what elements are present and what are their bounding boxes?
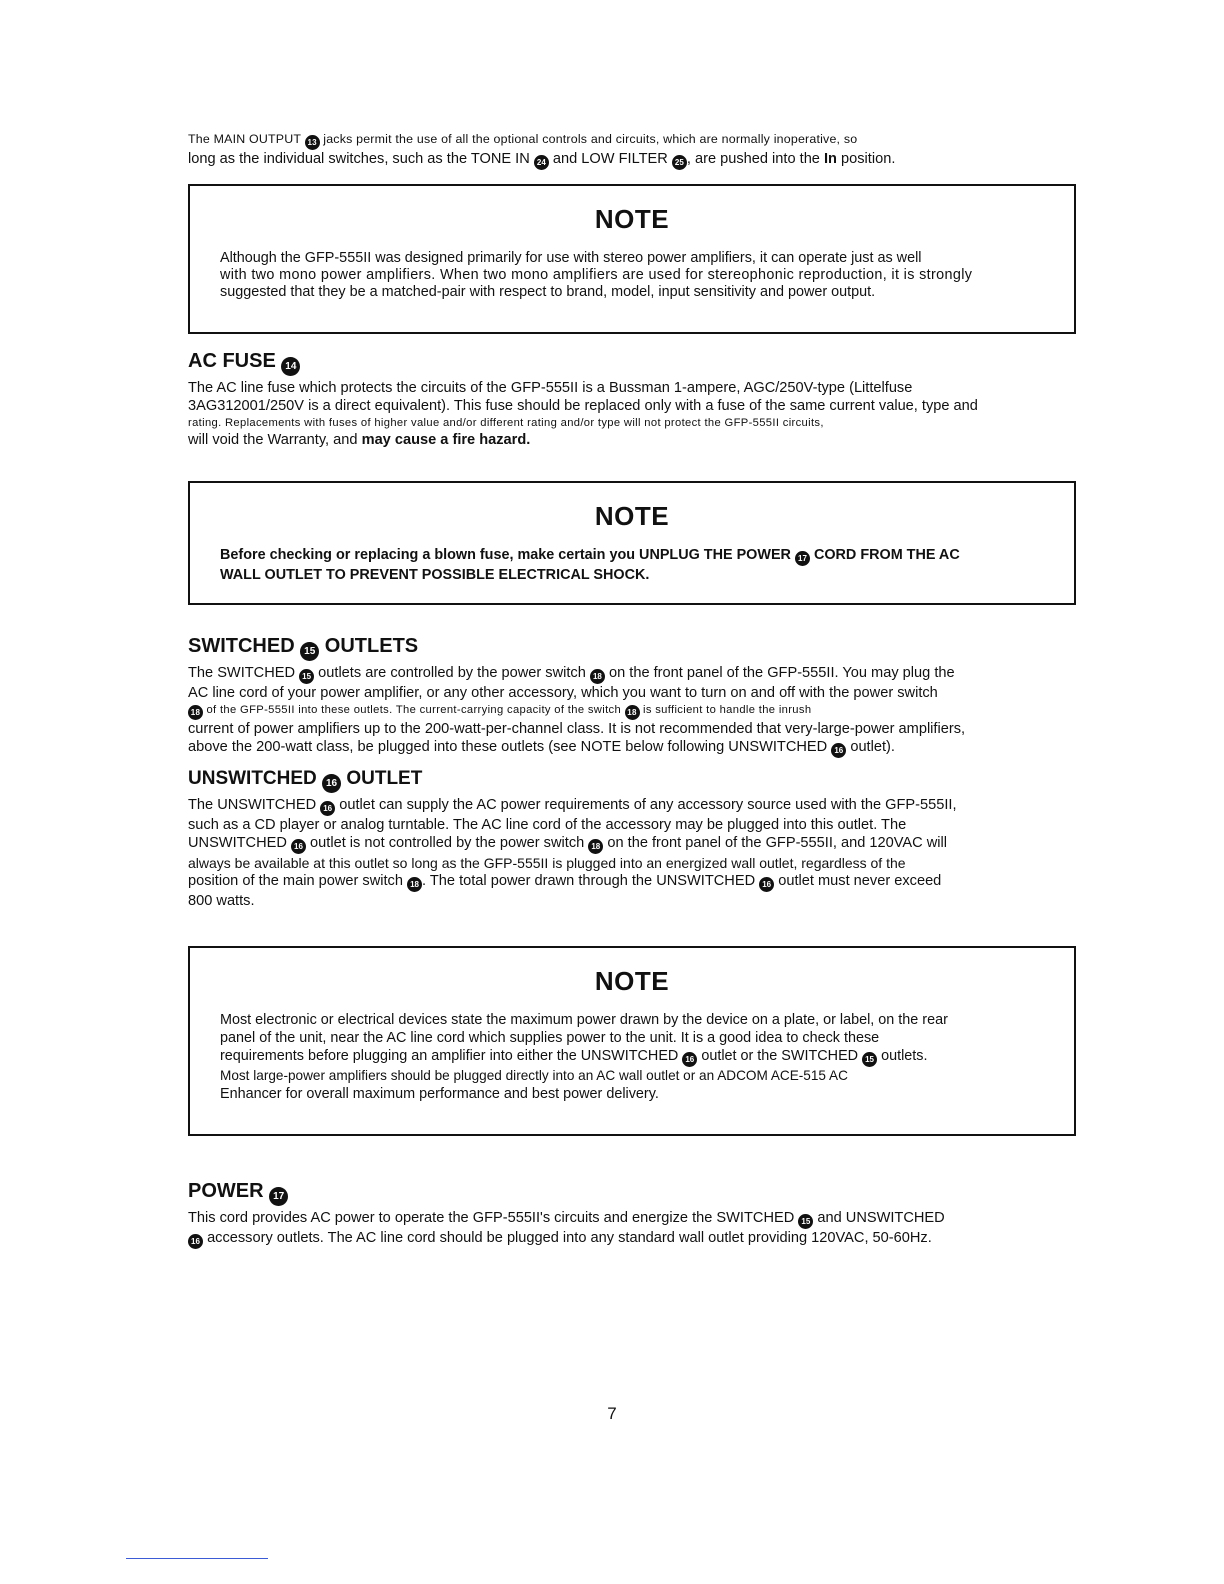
number-18-icon: 18 <box>625 705 640 720</box>
number-18-icon: 18 <box>590 669 605 684</box>
number-13-icon: 13 <box>305 135 320 150</box>
intro-text: position. <box>841 151 896 167</box>
manual-page <box>188 130 1076 1249</box>
note-box-stereo <box>188 184 1076 334</box>
paragraph-line: such as a CD player or analog turntable. The AC line cord of the accessory may be plugged into this outlet. The <box>188 817 907 833</box>
number-16-icon: 16 <box>291 839 306 854</box>
warning-text: WALL OUTLET TO PREVENT POSSIBLE ELECTRICAL SHOCK. <box>220 567 650 583</box>
intro-text: jacks permit the use of all the optional controls and circuits, which are normally inoperative, so <box>323 132 858 146</box>
note-line: panel of the unit, near the AC line cord which supplies power to the unit. It is a good idea to check these <box>220 1030 880 1046</box>
paragraph-line: current of power amplifiers up to the 200-watt-per-channel class. It is not recommended that very-large-power amplifiers, <box>188 721 966 737</box>
page-number: 7 <box>607 1404 617 1423</box>
intro-text: and LOW FILTER <box>552 151 668 167</box>
number-16-icon: 16 <box>682 1052 697 1067</box>
warning-text: CORD FROM THE AC <box>813 547 960 563</box>
paragraph-line: rating. Replacements with fuses of higher value and/or different rating and/or type will not protect the GFP-555II circuits, <box>188 417 824 429</box>
number-14-icon: 14 <box>281 357 300 376</box>
section-heading: UNSWITCHED 16 OUTLET <box>188 768 1076 793</box>
section-heading: SWITCHED 15 OUTLETS <box>188 635 1076 661</box>
number-15-icon: 15 <box>862 1052 877 1067</box>
paragraph-line: 800 watts. <box>188 893 255 909</box>
number-16-icon: 16 <box>188 1234 203 1249</box>
paragraph-line: 3AG312001/250V is a direct equivalent). This fuse should be replaced only with a fuse of the same current value, type and <box>188 398 978 414</box>
note-line: suggested that they be a matched-pair with respect to brand, model, input sensitivity and power output. <box>220 284 876 300</box>
number-16-icon: 16 <box>322 774 341 793</box>
number-17-icon: 17 <box>795 551 810 566</box>
note-line: Enhancer for overall maximum performance and best power delivery. <box>220 1086 659 1102</box>
intro-text: The MAIN OUTPUT <box>188 132 301 146</box>
section-ac-fuse <box>188 350 1076 449</box>
number-17-icon: 17 <box>269 1187 288 1206</box>
note-heading: NOTE <box>594 966 670 996</box>
intro-text: long as the individual switches, such as the TONE IN <box>188 151 530 167</box>
section-heading: POWER 17 <box>188 1180 1076 1206</box>
number-16-icon: 16 <box>831 743 846 758</box>
section-unswitched-outlet: UNSWITCHED 16 OUTLET The UNSWITCHED 16 outlet can supply the AC power requirements of any accessory source used with the GFP-555II, such as a CD player or analog turntable. The AC line cord of the accessory may be plugged into this outlet. The UNSWITCHED 16 outlet is not controlled by the power switch 18 on the front panel of the GFP-555II, and 120VAC will always be available at this outlet so long as the GFP-555II is plugged into an energized wall outlet, regardless of the position of the main power switch 18 . The total power drawn through the UNSWITCHED 16 outlet must never exceed 800 watts. <box>188 768 1076 910</box>
note-line: Most large-power amplifiers should be plugged directly into an AC wall outlet or an ADCOM ACE-515 AC <box>220 1068 848 1083</box>
number-15-icon: 15 <box>798 1214 813 1229</box>
section-switched-outlets: SWITCHED 15 OUTLETS The SWITCHED 15 outlets are controlled by the power switch 18 on the front panel of the GFP-555II. You may plug the AC line cord of your power amplifier, or any other accessory, which you want to turn on and off with the power switch 18 of the GFP-555II into these outlets. The current-carrying capacity of the switch 18 is sufficient to handle the inrush current of power amplifiers up to the 200-watt-per-channel class. It is not recommended that very-large-power amplifiers, above the 200-watt class, be plugged into these outlets (see NOTE below following UNSWITCHED 16 outlet). <box>188 635 1076 758</box>
number-25-icon: 25 <box>672 155 687 170</box>
note-box-unplug <box>188 481 1076 605</box>
paragraph-line: always be available at this outlet so long as the GFP-555II is plugged into an energized wall outlet, regardless of the <box>188 855 906 871</box>
number-15-icon: 15 <box>300 642 319 661</box>
warning-text: Before checking or replacing a blown fuse, make certain you UNPLUG THE POWER <box>220 547 791 563</box>
number-18-icon: 18 <box>588 839 603 854</box>
intro-bold-in: In <box>823 151 837 167</box>
note-heading: NOTE <box>594 204 670 234</box>
footer-rule <box>126 1558 268 1559</box>
note-line: with two mono power amplifiers. When two mono amplifiers are used for stereophonic reproduction, it is strongly <box>220 267 973 283</box>
paragraph-line: AC line cord of your power amplifier, or any other accessory, which you want to turn on and off with the power switch <box>188 685 938 701</box>
number-18-icon: 18 <box>407 877 422 892</box>
paragraph-line: The AC line fuse which protects the circuits of the GFP-555II is a Bussman 1-ampere, AGC/250V-type (Littelfuse <box>188 380 913 396</box>
section-heading: AC FUSE 14 <box>188 350 1076 376</box>
fire-hazard-warning: may cause a fire hazard. <box>361 432 531 448</box>
number-24-icon: 24 <box>534 155 549 170</box>
number-16-icon: 16 <box>759 877 774 892</box>
number-15-icon: 15 <box>299 669 314 684</box>
note-heading: NOTE <box>594 501 670 531</box>
number-16-icon: 16 <box>320 801 335 816</box>
number-18-icon: 18 <box>188 705 203 720</box>
note-line: Although the GFP-555II was designed primarily for use with stereo power amplifiers, it can operate just as well <box>220 250 922 266</box>
paragraph-text: will void the Warranty, and <box>188 432 358 448</box>
section-power: POWER 17 This cord provides AC power to operate the GFP-555II's circuits and energize the SWITCHED 15 and UNSWITCHED 16 accessory outlets. The AC line cord should be plugged into any standard wall outlet providing 120VAC, 50-60Hz. <box>188 1180 1076 1249</box>
note-line: Most electronic or electrical devices state the maximum power drawn by the device on a plate, or label, on the rear <box>220 1012 948 1028</box>
note-box-power-draw: NOTE Most electronic or electrical devices state the maximum power drawn by the device on a plate, or label, on the rear panel of the unit, near the AC line cord which supplies power to the unit. It is a good idea to check these requirements before plugging an amplifier into either the UNSWITCHED 16 outlet or the SWITCHED 15 outlets. Most large-power amplifiers should be plugged directly into an AC wall outlet or an ADCOM ACE-515 AC Enhancer for overall maximum performance and best power delivery. <box>188 946 1076 1136</box>
intro-paragraph <box>188 130 1076 170</box>
intro-text: , are pushed into the <box>686 151 820 167</box>
